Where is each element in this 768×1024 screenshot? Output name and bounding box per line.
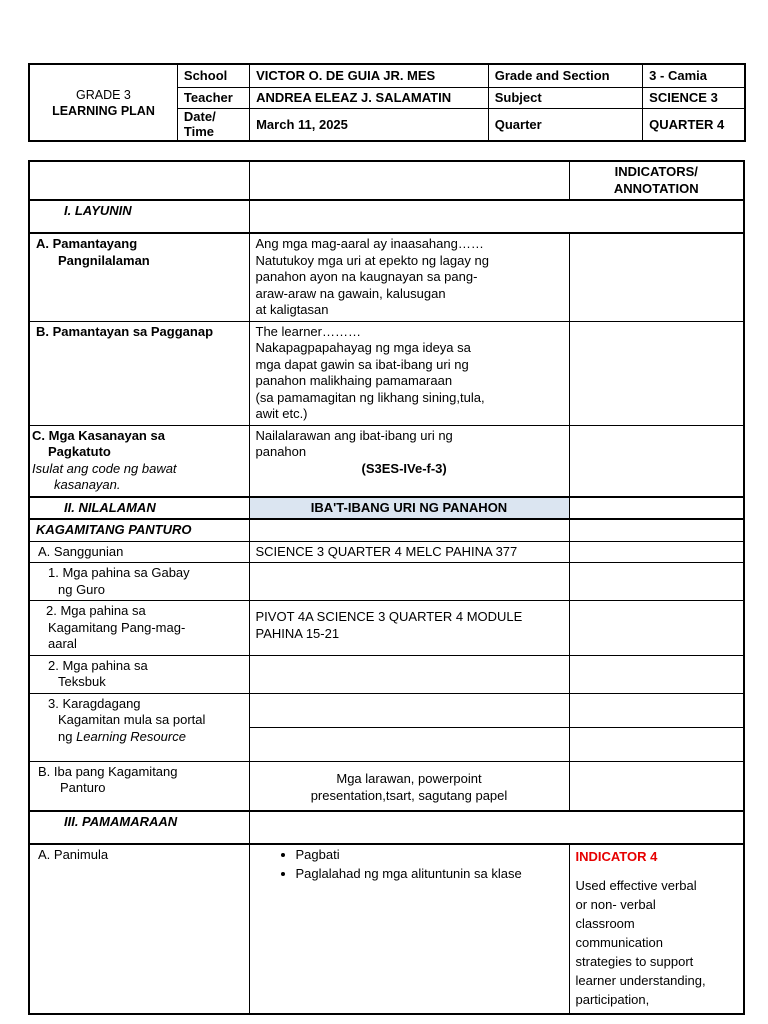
grade-line: GRADE 3	[76, 87, 131, 102]
karagdagang-value-2	[249, 727, 569, 761]
a-content-line: araw-araw na gawain, kalusugan	[255, 285, 446, 301]
datetime-label-line2: Time	[183, 124, 215, 140]
pamantayan-sa-pagganap-content	[249, 321, 569, 425]
teacher-label: Teacher	[177, 87, 249, 108]
kagamitan-line2: Kagamitang Pang-mag-	[48, 619, 186, 635]
b-annotation	[569, 321, 744, 425]
layunin-heading: I. LAYUNIN	[29, 200, 249, 233]
kagamitan-value-line1: PIVOT 4A SCIENCE 3 QUARTER 4 MODULE	[255, 609, 523, 624]
grade-title	[29, 64, 177, 141]
kagamitang-panturo-heading: KAGAMITANG PANTURO	[29, 519, 249, 541]
iba-pang-kagamitan-label	[29, 761, 249, 811]
indicator-annotation	[569, 844, 744, 1014]
karagdagang-annotation-1	[569, 693, 744, 727]
a-content-line: at kaligtasan	[255, 302, 329, 317]
indicator-text-line: Used effective verbal	[575, 878, 697, 893]
pamantayang-pangnilalaman-content	[249, 233, 569, 321]
c-content-line: panahon	[255, 444, 307, 459]
b-content-line: awit etc.)	[255, 406, 308, 421]
karagdagang-value-1	[249, 693, 569, 727]
karagdagang-kagamitan-label	[29, 693, 249, 761]
grade-section-label: Grade and Section	[488, 64, 642, 87]
indicator-text-line: or non- verbal	[575, 897, 656, 912]
panimula-content	[249, 844, 569, 1014]
datetime-label-line1: Date/	[183, 109, 216, 125]
karagdagang-annotation-2	[569, 727, 744, 761]
karag-line2: Kagamitan mula sa portal	[58, 712, 206, 727]
header-table	[28, 63, 746, 142]
b-content-line: Nakapagpapahayag ng mga ideya sa	[255, 340, 471, 355]
sanggunian-annotation	[569, 541, 744, 563]
main-table	[28, 160, 745, 1015]
pamamaraan-heading: III. PAMAMARAAN	[29, 811, 249, 844]
quarter-label: Quarter	[488, 108, 642, 141]
datetime-value: March 11, 2025	[250, 108, 489, 141]
quarter-value: QUARTER 4	[643, 108, 745, 141]
nilalaman-value: IBA'T-IBANG URI NG PANAHON	[249, 497, 569, 520]
b-content-line: (sa pamamagitan ng likhang sining,tula,	[255, 389, 485, 405]
subject-label: Subject	[488, 87, 642, 108]
sanggunian-label: A. Sanggunian	[29, 541, 249, 563]
competency-code: (S3ES-IVe-f-3)	[361, 460, 447, 476]
gabay-guro-annotation	[569, 563, 744, 601]
kagamitang-blank-3	[569, 519, 744, 541]
c-label-line2: Pagkatuto	[48, 444, 111, 459]
b-content-line: mga dapat gawin sa ibat-ibang uri ng	[255, 356, 469, 372]
iba-line2: Panturo	[60, 780, 106, 795]
nilalaman-heading: II. NILALAMAN	[29, 497, 249, 520]
teksbuk-line1: 2. Mga pahina sa	[48, 657, 148, 673]
list-item: • Pagbati	[296, 847, 563, 864]
c-note-line1: Isulat ang code ng bawat	[32, 460, 177, 476]
indicators-header-line1: INDICATORS/	[614, 164, 698, 179]
list-item: • Paglalahad ng mga alituntunin sa klase	[296, 866, 563, 883]
panimula-label: A. Panimula	[29, 844, 249, 1014]
pamantayang-pangnilalaman-label	[29, 233, 249, 321]
school-value: VICTOR O. DE GUIA JR. MES	[250, 64, 489, 87]
gabay-guro-label	[29, 563, 249, 601]
kagamitang-blank-2	[249, 519, 569, 541]
iba-line1: B. Iba pang Kagamitang	[38, 763, 178, 779]
learning-plan-line: LEARNING PLAN	[52, 103, 155, 118]
iba-pang-kagamitan-annotation	[569, 761, 744, 811]
datetime-label	[177, 108, 249, 141]
panimula-bullet-list	[256, 847, 563, 882]
b-content-line: panahon malikhaing pamamaraan	[255, 373, 453, 388]
gabay-line1: 1. Mga pahina sa Gabay	[48, 565, 190, 580]
sanggunian-value: SCIENCE 3 QUARTER 4 MELC PAHINA 377	[249, 541, 569, 563]
c-label-line1: C. Mga Kasanayan sa	[32, 427, 165, 443]
nilalaman-blank	[569, 497, 744, 520]
indicator-text-line: learner understanding,	[575, 973, 706, 988]
karag-line3b: Learning Resource	[76, 728, 186, 744]
kasanayan-content	[249, 425, 569, 497]
indicators-header-line2: ANNOTATION	[613, 180, 699, 196]
a-annotation	[569, 233, 744, 321]
a-content-line: Ang mga mag-aaral ay inaasahang……	[255, 236, 484, 251]
indicator-text-line: participation,	[575, 992, 650, 1007]
kagamitan-value-line2: PAHINA 15-21	[255, 625, 340, 641]
iba-value-line1: Mga larawan, powerpoint	[336, 771, 482, 787]
indicators-header	[569, 161, 744, 200]
indicator-text	[576, 876, 738, 1009]
subject-value: SCIENCE 3	[643, 87, 745, 108]
karag-line3a: ng	[58, 728, 77, 744]
a-content-line: Natutukoy mga uri at epekto ng lagay ng	[255, 252, 489, 268]
header-blank-2	[249, 161, 569, 200]
a-label-line1: A. Pamantayang	[36, 236, 138, 251]
karag-line3	[48, 729, 186, 744]
teksbuk-label	[29, 655, 249, 693]
kagamitang-mag-aaral-annotation	[569, 601, 744, 656]
teksbuk-annotation	[569, 655, 744, 693]
grade-section-value: 3 - Camia	[643, 64, 745, 87]
c-note-line2: kasanayan.	[54, 477, 121, 492]
c-annotation	[569, 425, 744, 497]
layunin-blank	[249, 200, 744, 233]
kagamitan-line3: aaral	[48, 636, 77, 651]
indicator-text-line: classroom	[575, 916, 635, 931]
kagamitang-mag-aaral-value	[249, 601, 569, 656]
teksbuk-value	[249, 655, 569, 693]
b-content-line: The learner………	[255, 323, 361, 339]
kasanayan-label	[29, 425, 249, 497]
school-label: School	[177, 64, 249, 87]
iba-pang-kagamitan-value	[249, 761, 569, 811]
header-blank-1	[29, 161, 249, 200]
indicator-text-line: strategies to support	[575, 954, 694, 969]
a-label-line2: Pangnilalaman	[58, 252, 150, 268]
pamamaraan-blank	[249, 811, 744, 844]
teacher-value: ANDREA ELEAZ J. SALAMATIN	[250, 87, 489, 108]
c-content-line: Nailalarawan ang ibat-ibang uri ng	[255, 427, 453, 443]
gabay-guro-value	[249, 563, 569, 601]
kagamitan-line1: 2. Mga pahina sa	[46, 603, 146, 618]
iba-value-line2: presentation,tsart, sagutang papel	[310, 787, 508, 803]
karag-line1: 3. Karagdagang	[48, 695, 141, 711]
teksbuk-line2: Teksbuk	[58, 674, 106, 689]
kagamitang-mag-aaral-label	[29, 601, 249, 656]
gabay-line2: ng Guro	[58, 581, 105, 597]
indicator-text-line: communication	[575, 935, 663, 950]
pamantayan-sa-pagganap-label: B. Pamantayan sa Pagganap	[29, 321, 249, 425]
a-content-line: panahon ayon na kaugnayan sa pang-	[255, 269, 478, 284]
indicator-title: INDICATOR 4	[575, 849, 658, 864]
